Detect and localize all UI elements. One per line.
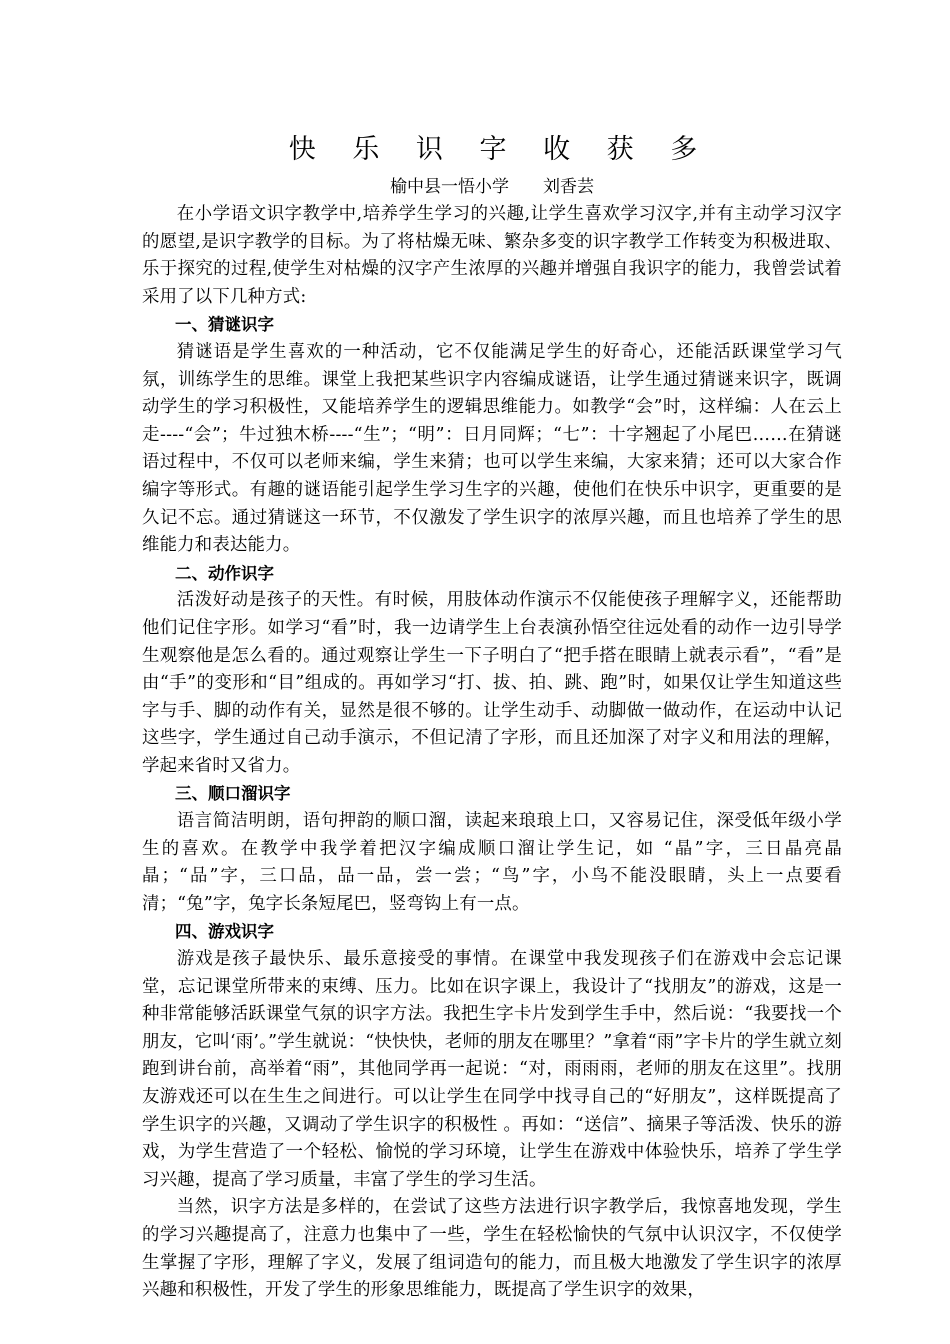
author-byline: 榆中县一悟小学 刘香芸 (390, 177, 594, 197)
section-body-game: 游戏是孩子最快乐、最乐意接受的事情。在课堂中我发现孩子们在游戏中会忘记课堂，忘记课堂所带来的束缚、压力。比如在识字课上，我设计了“找朋友”的游戏，这是一种非常能够活跃课堂气氛的识字方法。我把生字卡片发到学生手中，然后说：“我要找一个朋友，它叫‘雨’。”学生就说：“快快快，老师的朋友在哪里？”拿着“雨”字卡片的学生就立刻跑到讲台前，高举着“雨”，其他同学再一起说：“对，雨雨雨，老师的朋友在这里”。找朋友游戏还可以在生生之间进行。可以让学生在同学中找寻自己的“好朋友”，这样既提高了学生识字的兴趣，又调动了学生识字的积极性 。再如：“送信”、摘果子等活泼、快乐的游戏，为学生营造了一个轻松、愉悦的学习环境，让学生在游戏中体验快乐，培养了学生学习兴趣，提高了学习质量，丰富了学生的学习生活。 (142, 949, 842, 1190)
intro-paragraph: 在小学语文识字教学中,培养学生学习的兴趣,让学生喜欢学习汉字,并有主动学习汉字的愿望,是识字教学的目标。为了将枯燥无味、繁杂多变的识字教学工作转变为积极进取、乐于探究的过程,使学生对枯燥的汉字产生浓厚的兴趣并增强自我识字的能力，我曾尝试着采用了以下几种方式: (142, 204, 842, 307)
section-body-action: 活泼好动是孩子的天性。有时候，用肢体动作演示不仅能使孩子理解字义，还能帮助他们记住字形。如学习“看”时，我一边请学生上台表演孙悟空往远处看的动作一边引导学生观察他是怎么看的。通过观察让学生一下子明白了“把手搭在眼睛上就表示看”，“看”是由“手”的变形和“目”组成的。再如学习“打、拔、拍、跳、跑”时，如果仅让学生知道这些字与手、脚的动作有关，显然是很不够的。让学生动手、动脚做一做动作，在运动中认记这些字，学生通过自己动手演示，不但记清了字形，而且还加深了对字义和用法的理解，学起来省时又省力。 (142, 590, 842, 776)
page-title: 快 乐 识 字 收 获 多 (288, 134, 712, 165)
section-heading-riddle: 一、猜谜识字 (175, 315, 274, 335)
section-heading-action: 二、动作识字 (175, 563, 274, 583)
section-heading-rhyme: 三、顺口溜识字 (175, 784, 291, 804)
section-heading-game: 四、游戏识字 (175, 922, 274, 942)
section-body-rhyme: 语言简洁明朗，语句押韵的顺口溜，读起来琅琅上口，又容易记住，深受低年级小学生的喜欢。在教学中我学着把汉字编成顺口溜让学生记，如 “晶”字，三日晶亮晶晶；“品”字，三口品，品一品，尝一尝；“鸟”字，小鸟不能没眼睛，头上一点要看清；“兔”字，兔字长条短尾巴，竖弯钩上有一点。 (142, 811, 842, 914)
section-body-riddle: 猜谜语是学生喜欢的一种活动，它不仅能满足学生的好奇心，还能活跃课堂学习气氛，训练学生的思维。课堂上我把某些识字内容编成谜语，让学生通过猜谜来识字，既调动学生的学习积极性，又能培养学生的逻辑思维能力。如教学“会”时，这样编：人在云上走----“会”；牛过独木桥----“生”；“明”：日月同辉；“七”：十字翘起了小尾巴……在猜谜语过程中，不仅可以老师来编，学生来猜；也可以学生来编，大家来猜；还可以大家合作编字等形式。有趣的谜语能引起学生学习生字的兴趣，使他们在快乐中识字，更重要的是久记不忘。通过猜谜这一环节，不仅激发了学生识字的浓厚兴趣，而且也培养了学生的思维能力和表达能力。 (142, 341, 842, 556)
conclusion-paragraph: 当然，识字方法是多样的，在尝试了这些方法进行识字教学后，我惊喜地发现，学生的学习兴趣提高了，注意力也集中了一些，学生在轻松愉快的气氛中认识汉字，不仅使学生掌握了字形，理解了字义，发展了组词造句的能力，而且极大地激发了学生识字的浓厚兴趣和积极性，开发了学生的形象思维能力，既提高了学生识字的效果， (142, 1197, 842, 1301)
document-page (142, 132, 842, 1305)
